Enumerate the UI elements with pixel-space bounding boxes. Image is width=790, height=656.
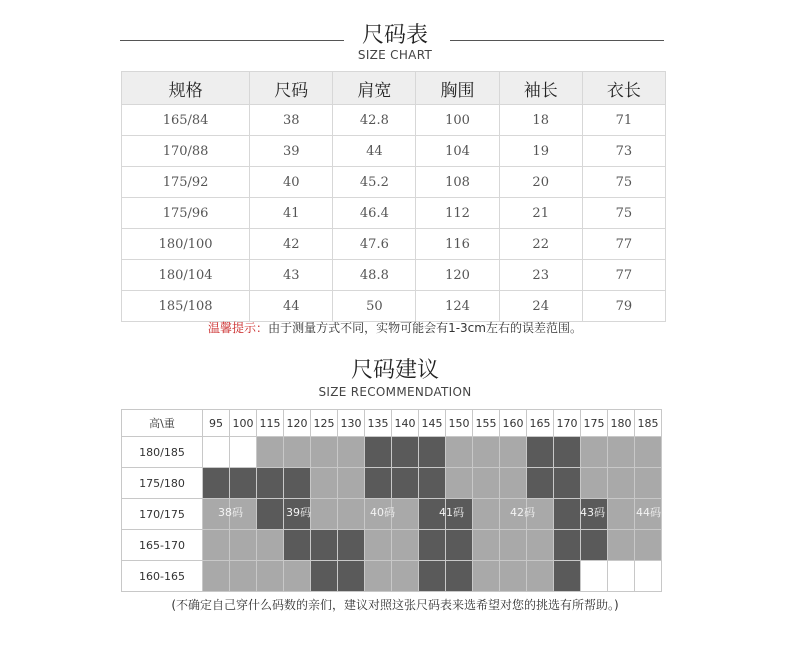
table-cell: 38	[250, 105, 333, 136]
grid-cell	[257, 561, 284, 592]
size-recommendation-label: 40码	[370, 506, 395, 519]
height-row	[122, 468, 662, 499]
grid-cell	[392, 437, 419, 468]
table-row	[122, 260, 666, 291]
height-label: 160-165	[122, 561, 203, 592]
table-cell: 41	[250, 198, 333, 229]
grid-cell	[392, 530, 419, 561]
weight-label: 95	[203, 410, 230, 437]
table-row	[122, 136, 666, 167]
grid-cell	[392, 561, 419, 592]
grid-cell	[419, 530, 446, 561]
table-cell: 21	[499, 198, 582, 229]
grid-cell	[203, 561, 230, 592]
table-cell: 42.8	[333, 105, 416, 136]
table-cell: 75	[582, 198, 665, 229]
grid-cell	[419, 468, 446, 499]
grid-cell	[230, 437, 257, 468]
note-warning-label: 温馨提示：	[208, 321, 269, 335]
grid-cell	[635, 530, 662, 561]
table-row	[122, 105, 666, 136]
weight-label: 120	[284, 410, 311, 437]
table-cell: 165/84	[122, 105, 250, 136]
title-divider-left	[120, 40, 344, 41]
grid-cell	[365, 437, 392, 468]
grid-cell	[419, 561, 446, 592]
corner-label: 高\重	[122, 410, 203, 437]
table-row	[122, 167, 666, 198]
grid-cell	[311, 437, 338, 468]
recommendation-subtitle: SIZE RECOMMENDATION	[318, 385, 472, 399]
table-cell: 43	[250, 260, 333, 291]
weight-label: 155	[473, 410, 500, 437]
grid-cell	[473, 468, 500, 499]
height-label: 165-170	[122, 530, 203, 561]
grid-cell	[473, 530, 500, 561]
grid-cell	[257, 499, 284, 530]
table-cell: 180/104	[122, 260, 250, 291]
table-cell: 24	[499, 291, 582, 322]
grid-cell	[203, 468, 230, 499]
grid-cell	[608, 437, 635, 468]
grid-cell	[527, 437, 554, 468]
grid-cell	[527, 530, 554, 561]
grid-cell	[338, 437, 365, 468]
table-cell: 46.4	[333, 198, 416, 229]
height-row	[122, 561, 662, 592]
grid-cell	[608, 468, 635, 499]
table-cell: 77	[582, 229, 665, 260]
size-recommendation-grid	[121, 409, 662, 592]
grid-cell	[230, 468, 257, 499]
table-cell: 73	[582, 136, 665, 167]
size-chart-col-header: 肩宽	[333, 72, 416, 105]
size-chart-col-header: 袖长	[499, 72, 582, 105]
grid-cell	[446, 437, 473, 468]
grid-cell	[257, 468, 284, 499]
size-chart-table	[121, 71, 666, 322]
grid-cell	[527, 561, 554, 592]
size-chart-col-header: 胸围	[416, 72, 499, 105]
grid-cell	[581, 561, 608, 592]
grid-cell	[473, 437, 500, 468]
grid-cell	[392, 468, 419, 499]
table-cell: 79	[582, 291, 665, 322]
size-chart-col-header: 衣长	[582, 72, 665, 105]
table-cell: 170/88	[122, 136, 250, 167]
height-label: 180/185	[122, 437, 203, 468]
weight-header-row	[122, 410, 662, 437]
table-cell: 44	[250, 291, 333, 322]
grid-cell	[257, 437, 284, 468]
grid-cell	[473, 561, 500, 592]
grid-cell	[554, 499, 581, 530]
weight-label: 170	[554, 410, 581, 437]
table-cell: 100	[416, 105, 499, 136]
grid-cell	[500, 437, 527, 468]
grid-cell	[635, 468, 662, 499]
grid-cell	[365, 468, 392, 499]
title-divider-right	[450, 40, 664, 41]
table-cell: 50	[333, 291, 416, 322]
table-row	[122, 229, 666, 260]
table-cell: 20	[499, 167, 582, 198]
table-cell: 22	[499, 229, 582, 260]
grid-cell	[284, 561, 311, 592]
table-cell: 19	[499, 136, 582, 167]
weight-label: 185	[635, 410, 662, 437]
height-label: 170/175	[122, 499, 203, 530]
size-chart-col-header: 尺码	[250, 72, 333, 105]
grid-cell	[365, 561, 392, 592]
grid-cell	[284, 468, 311, 499]
table-cell: 45.2	[333, 167, 416, 198]
grid-cell	[230, 561, 257, 592]
recommendation-title: 尺码建议	[350, 358, 439, 383]
grid-cell	[554, 530, 581, 561]
table-cell: 77	[582, 260, 665, 291]
grid-cell	[581, 437, 608, 468]
table-cell: 18	[499, 105, 582, 136]
grid-cell	[635, 437, 662, 468]
grid-cell	[230, 530, 257, 561]
table-cell: 42	[250, 229, 333, 260]
grid-cell	[608, 561, 635, 592]
table-cell: 44	[333, 136, 416, 167]
grid-cell	[554, 468, 581, 499]
grid-cell	[311, 530, 338, 561]
table-row	[122, 198, 666, 229]
height-row	[122, 437, 662, 468]
note-text: 由于测量方式不同，实物可能会有1-3cm左右的误差范围。	[268, 321, 582, 335]
grid-cell	[311, 468, 338, 499]
weight-label: 150	[446, 410, 473, 437]
grid-cell	[311, 499, 338, 530]
grid-cell	[500, 530, 527, 561]
size-chart-col-header: 规格	[122, 72, 250, 105]
weight-label: 135	[365, 410, 392, 437]
table-cell: 40	[250, 167, 333, 198]
size-recommendation-label: 44码	[636, 506, 661, 519]
grid-cell	[311, 561, 338, 592]
table-cell: 108	[416, 167, 499, 198]
grid-cell	[203, 437, 230, 468]
size-chart-header-row	[122, 72, 666, 105]
weight-label: 100	[230, 410, 257, 437]
size-chart-title: 尺码表	[361, 23, 428, 48]
grid-cell	[581, 468, 608, 499]
grid-cell	[284, 437, 311, 468]
grid-cell	[608, 530, 635, 561]
table-cell: 39	[250, 136, 333, 167]
table-cell: 71	[582, 105, 665, 136]
table-cell: 47.6	[333, 229, 416, 260]
grid-cell	[500, 561, 527, 592]
table-cell: 185/108	[122, 291, 250, 322]
weight-label: 145	[419, 410, 446, 437]
grid-cell	[284, 530, 311, 561]
grid-cell	[446, 561, 473, 592]
height-row	[122, 530, 662, 561]
table-cell: 104	[416, 136, 499, 167]
table-cell: 75	[582, 167, 665, 198]
grid-cell	[338, 499, 365, 530]
table-cell: 180/100	[122, 229, 250, 260]
weight-label: 130	[338, 410, 365, 437]
table-cell: 175/92	[122, 167, 250, 198]
grid-cell	[608, 499, 635, 530]
size-recommendation-label: 39码	[286, 506, 311, 519]
height-label: 175/180	[122, 468, 203, 499]
size-recommendation-label: 42码	[510, 506, 535, 519]
measurement-note	[0, 319, 790, 336]
grid-cell	[365, 530, 392, 561]
weight-label: 115	[257, 410, 284, 437]
grid-cell	[446, 468, 473, 499]
table-row	[122, 291, 666, 322]
table-cell: 175/96	[122, 198, 250, 229]
grid-cell	[554, 437, 581, 468]
grid-cell	[554, 561, 581, 592]
weight-label: 125	[311, 410, 338, 437]
grid-cell	[527, 468, 554, 499]
grid-cell	[338, 530, 365, 561]
grid-cell	[419, 437, 446, 468]
table-cell: 124	[416, 291, 499, 322]
weight-label: 175	[581, 410, 608, 437]
grid-cell	[257, 530, 284, 561]
weight-label: 160	[500, 410, 527, 437]
grid-cell	[203, 530, 230, 561]
table-cell: 48.8	[333, 260, 416, 291]
weight-label: 140	[392, 410, 419, 437]
grid-cell	[473, 499, 500, 530]
weight-label: 180	[608, 410, 635, 437]
grid-cell	[581, 530, 608, 561]
table-cell: 23	[499, 260, 582, 291]
grid-cell	[500, 468, 527, 499]
table-cell: 120	[416, 260, 499, 291]
size-chart-subtitle: SIZE CHART	[357, 48, 433, 62]
size-recommendation-label: 38码	[218, 506, 243, 519]
grid-cell	[338, 561, 365, 592]
weight-label: 165	[527, 410, 554, 437]
grid-cell	[446, 530, 473, 561]
table-cell: 112	[416, 198, 499, 229]
footer-note: (不确定自己穿什么码数的亲们，建议对照这张尺码表来选希望对您的挑选有所帮助。)	[171, 598, 619, 612]
size-recommendation-label: 43码	[580, 506, 605, 519]
grid-cell	[635, 561, 662, 592]
grid-cell	[338, 468, 365, 499]
table-cell: 116	[416, 229, 499, 260]
grid-cell	[392, 499, 419, 530]
size-recommendation-label: 41码	[439, 506, 464, 519]
